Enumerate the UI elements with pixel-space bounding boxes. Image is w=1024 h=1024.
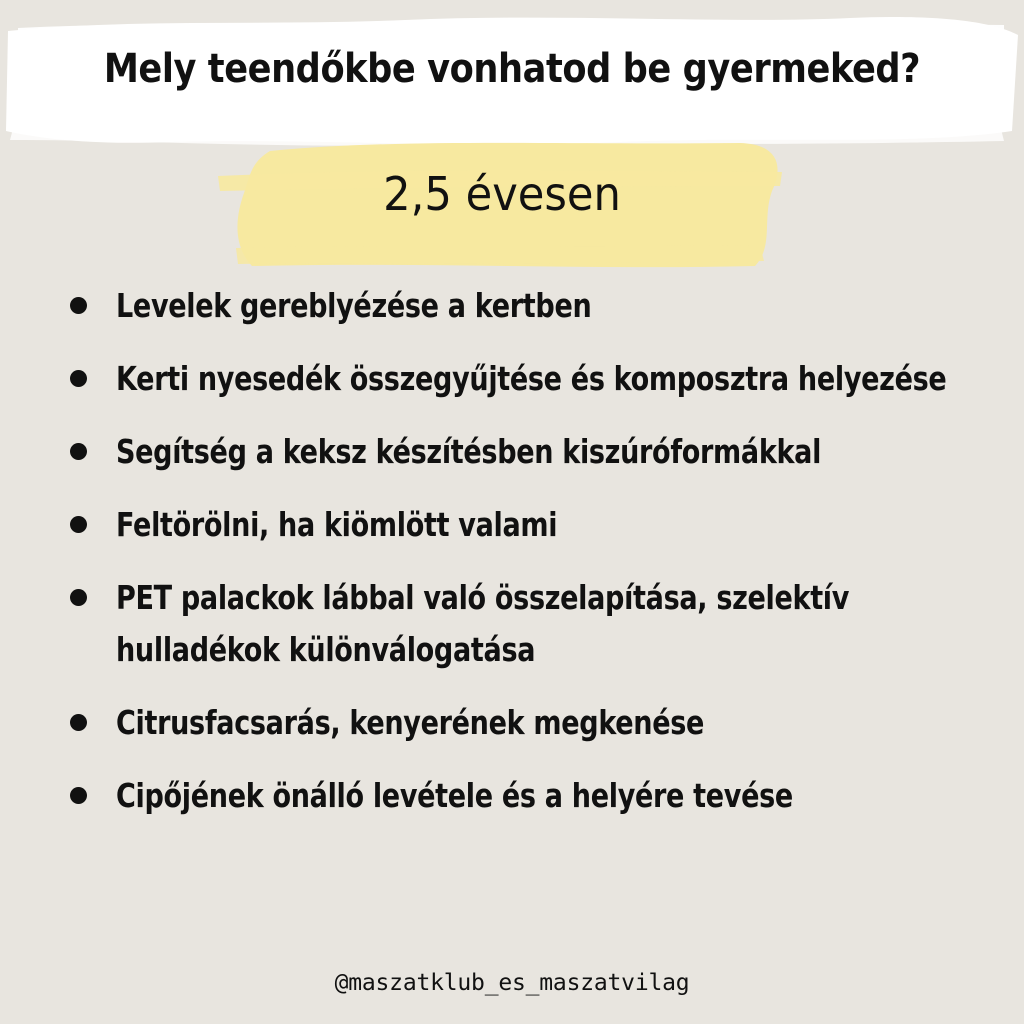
list-item-text: Kerti nyesedék összegyűjtése és komposztra helyezése bbox=[116, 359, 947, 398]
list-item-text: Feltörölni, ha kiömlött valami bbox=[116, 505, 558, 544]
bullet-point-icon bbox=[70, 297, 87, 314]
task-list bbox=[70, 280, 1000, 822]
bullet-point-icon bbox=[70, 443, 87, 460]
bullet-point-icon bbox=[70, 370, 87, 387]
list-item-text: Citrusfacsarás, kenyerének megkenése bbox=[116, 703, 705, 742]
list-item-text: Cipőjének önálló levétele és a helyére tevése bbox=[116, 776, 793, 815]
page-title: Mely teendőkbe vonhatod be gyermeked? bbox=[103, 46, 921, 92]
list-item bbox=[70, 572, 1000, 676]
list-item-text: Segítség a keksz készítésben kiszúróformákkal bbox=[116, 432, 822, 471]
bullet-point-icon bbox=[70, 787, 87, 804]
list-item bbox=[70, 697, 1000, 749]
list-item bbox=[70, 353, 1000, 405]
list-item-text: Levelek gereblyézése a kertben bbox=[116, 286, 592, 325]
age-subtitle: 2,5 évesen bbox=[383, 167, 621, 221]
list-item-text: PET palackok lábbal való összelapítása, szelektív hulladékok különválogatása bbox=[116, 578, 850, 669]
list-item bbox=[70, 770, 1000, 822]
bullet-point-icon bbox=[70, 589, 87, 606]
list-item bbox=[70, 280, 1000, 332]
list-item bbox=[70, 499, 1000, 551]
list-item bbox=[70, 426, 1000, 478]
bullet-point-icon bbox=[70, 714, 87, 731]
social-handle: @maszatklub_es_maszatvilag bbox=[334, 970, 690, 996]
bullet-point-icon bbox=[70, 516, 87, 533]
